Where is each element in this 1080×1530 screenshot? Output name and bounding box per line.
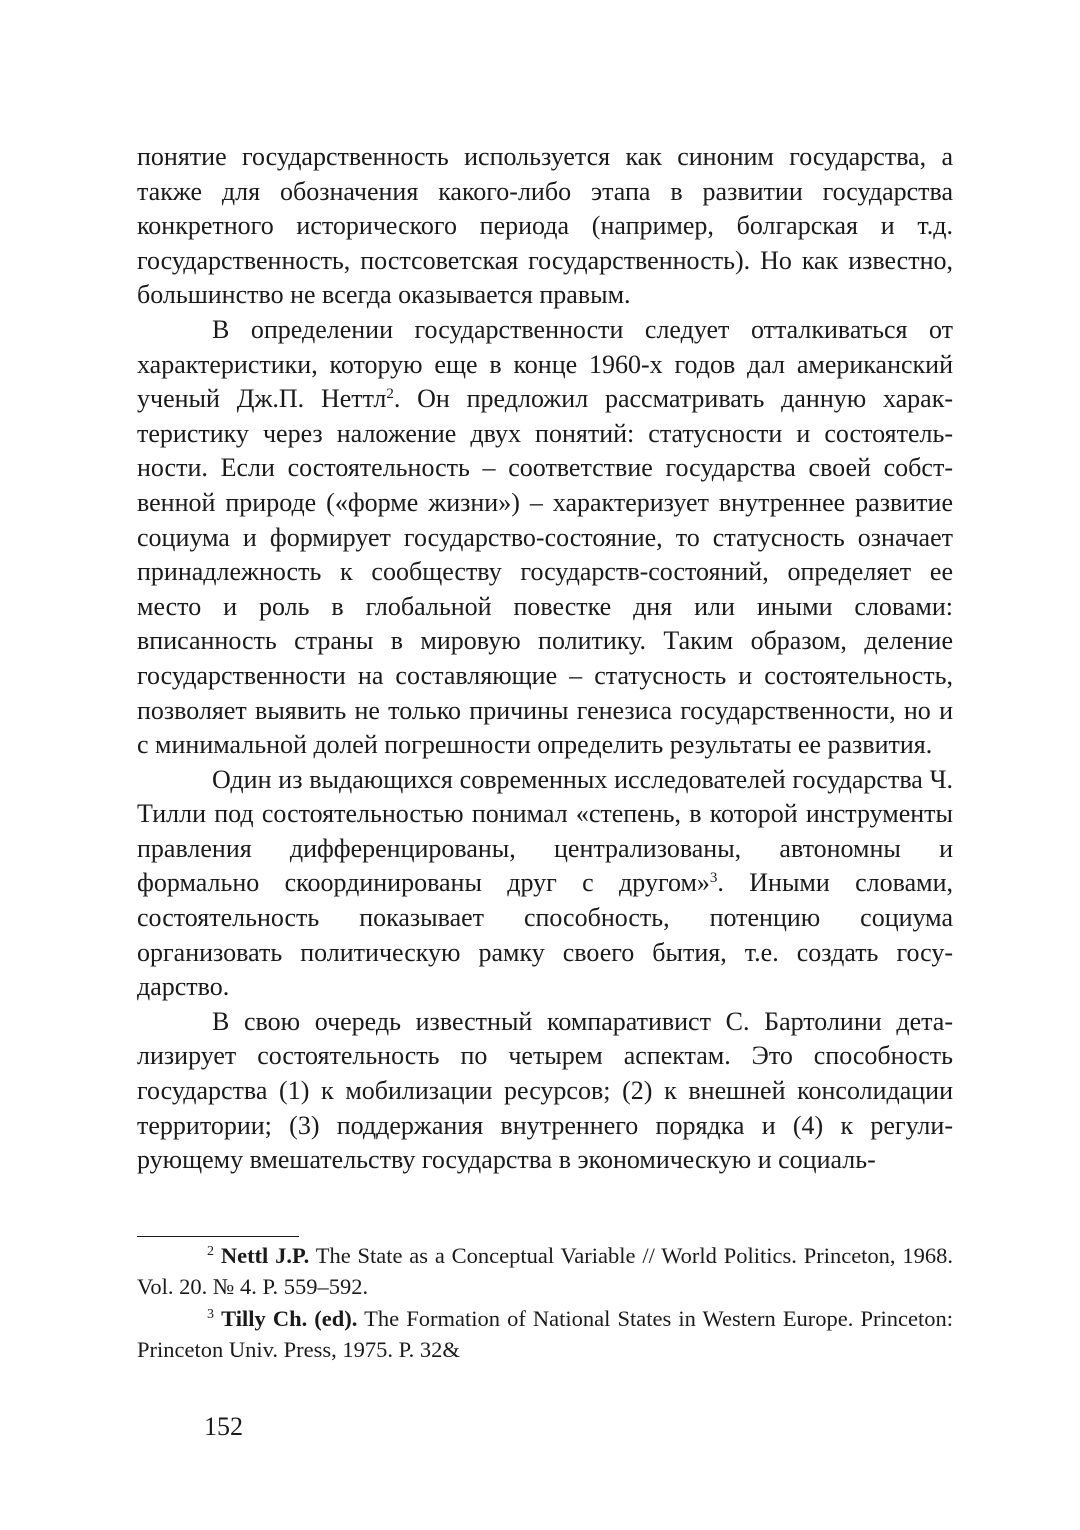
footnote-2-author: Nettl J.P. — [220, 1243, 310, 1268]
paragraph-2-text-a: В определении государственности следует отталкиваться от характеристики, которую еще в конце 1960-х годов дал американский ученый Дж.П. Неттл — [137, 314, 953, 414]
footnote-2-number: 2 — [207, 1244, 214, 1259]
footnote-ref-2[interactable]: 2 — [386, 386, 394, 403]
footnote-3-number: 3 — [207, 1307, 214, 1322]
footnote-3-text: The Formation of National States in Western Europe. Princeton: Princeton Univ. Press, 1975. P. 32& — [137, 1306, 954, 1362]
paragraph-2 — [137, 313, 953, 763]
paragraph-3-text-b: . Иными словами, состоятельность показывает способность, потенцию социума организовать политическую рамку своего бытия, т.е. создать государство. — [137, 868, 953, 1002]
footnote-divider — [137, 1236, 299, 1237]
page-body — [137, 140, 953, 1178]
footnote-2 — [137, 1240, 953, 1302]
paragraph-3 — [137, 763, 953, 1005]
footnote-2-text: The State as a Conceptual Variable // World Politics. Princeton, 1968. Vol. 20. № 4. P. 559–592. — [137, 1243, 953, 1299]
paragraph-4: В свою очередь известный компаративист С. Бартолини детализирует состоятельность по четырем аспектам. Это способность государства (1) к мобилизации ресурсов; (2) к внешней консолидации территории; (3) поддержания внутреннего порядка и (4) к регулирующему вмешательству государства в экономическую и социаль- — [137, 1006, 953, 1175]
paragraph-2-text-b: . Он предложил рассматривать данную характеристику через наложение двух понятий: статусности и состоятельности. Если состоятельность – соответствие государства своей собственной природе («форме жизни») – характеризует внутреннее развитие социума и формирует государство-состояние, то статусность означает принадлежность к сообществу государств-состояний, определяет ее место и роль в глобальной повестке дня или иными словами: вписанность страны в мировую политику. Таким образом, деление государственности на составляющие – статусность и состоятельность, позволяет выявить не только причины генезиса государственности, но и с минимальной долей погрешности определить результаты ее развития. — [137, 384, 953, 760]
footnote-3 — [137, 1303, 953, 1365]
footnote-ref-3[interactable]: 3 — [709, 870, 718, 887]
paragraph-3-text-a: Один из выдающихся современных исследователей государства Ч. Тилли под состоятельностью понимал «степень, в которой инструменты правления дифференцированы, централизованы, автономны и формально скоординированы друг с другом» — [137, 764, 953, 898]
footnote-3-author: Tilly Ch. (ed). — [221, 1306, 358, 1331]
paragraph-1: понятие государственность используется как синоним государства, а также для обозначения какого-либо этапа в развитии государства конкретного исторического периода (например, болгарская и т.д. государственность, постсоветская государственность). Но как известно, большинство не всегда оказывается правым. — [137, 142, 953, 310]
footnotes — [137, 1240, 953, 1365]
page-number: 152 — [204, 1412, 243, 1441]
